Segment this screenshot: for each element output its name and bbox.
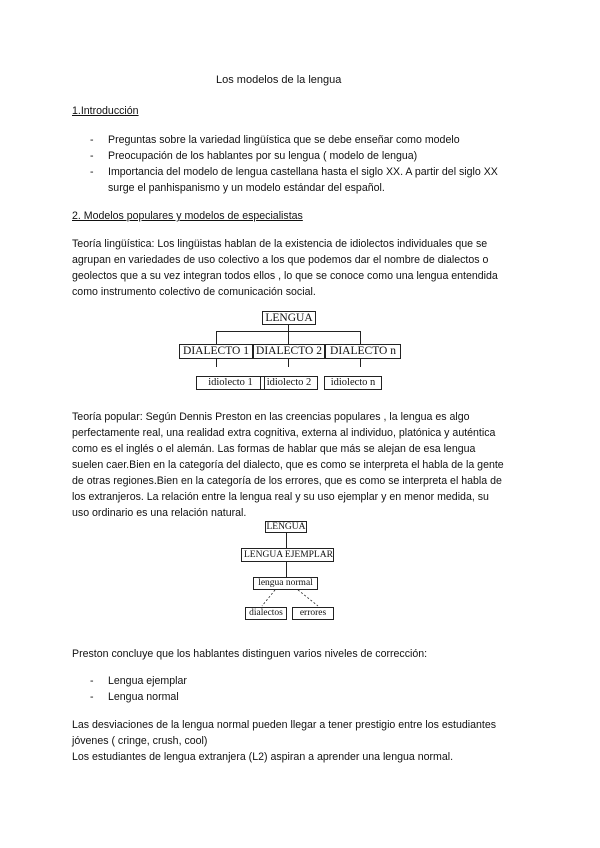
section-heading-modelos: 2. Modelos populares y modelos de especialistas [72, 210, 303, 222]
page-title: Los modelos de la lengua [216, 74, 342, 86]
divider-line [241, 561, 334, 562]
bullet-dash: - [90, 150, 94, 162]
diagram-node-dialecto-n: DIALECTO n [325, 344, 401, 359]
connector-line [286, 533, 287, 548]
connector-line [288, 359, 289, 367]
diagram-node-dialectos: dialectos [245, 607, 287, 620]
section-heading-introduccion: 1.Introducción [72, 105, 139, 117]
paragraph-line: Teoría lingüística: Los lingüistas hablan de la existencia de idiolectos individuales que se [72, 238, 488, 250]
paragraph-line: los extranjeros. La relación entre la lengua real y su uso ejemplar y en menor medida, su [72, 491, 489, 503]
paragraph-line: geolectos que a su vez integran todos ellos , lo que se conoce como una lengua entendida [72, 270, 498, 282]
diagram-dashed-connectors [240, 590, 340, 608]
divider-line [241, 548, 333, 549]
bullet-dash: - [90, 691, 94, 703]
connector-line [360, 359, 361, 367]
paragraph-line: Teoría popular: Según Dennis Preston en las creencias populares , la lengua es algo [72, 411, 470, 423]
connector-line [286, 562, 287, 577]
paragraph-line: de otras regiones.Bien en la categoría de los errores, que es como se interpreta el habla de [72, 475, 502, 487]
diagram-node-errores: errores [292, 607, 334, 620]
divider-line [241, 548, 242, 562]
diagram-node-dialecto-1: DIALECTO 1 [179, 344, 253, 359]
list-item: Preocupación de los hablantes por su lengua ( modelo de lengua) [108, 150, 418, 162]
list-item: Importancia del modelo de lengua castellana hasta el siglo XX. A partir del siglo XX [108, 166, 498, 178]
bullet-dash: - [90, 166, 94, 178]
diagram-node-idiolecto-1: idiolecto 1 [196, 376, 265, 390]
paragraph-line: como es el inglés o el alemán. Las formas de hablar que más se alejan de esa lengua [72, 443, 476, 455]
connector-line [216, 359, 217, 367]
paragraph-line: Las desviaciones de la lengua normal pueden llegar a tener prestigio entre los estudiantes [72, 719, 497, 731]
paragraph-preston: Preston concluye que los hablantes distinguen varios niveles de corrección: [72, 648, 428, 660]
connector-line [288, 331, 289, 344]
paragraph-line: agrupan en variedades de uso colectivo a los que podemos dar el nombre de dialectos o [72, 254, 489, 266]
paragraph-line: perfectamente real, una realidad extra cognitiva, externa al individuo, platónica y auténtica [72, 427, 496, 439]
diagram-node-lengua: LENGUA [266, 522, 306, 532]
list-item: Preguntas sobre la variedad lingüística que se debe enseñar como modelo [108, 134, 460, 146]
dashed-connector-right [298, 590, 318, 606]
diagram-node-lengua: LENGUA [262, 311, 316, 325]
diagram-node-lengua-normal: lengua normal [253, 577, 318, 590]
paragraph-line: uso ordinario es una relación natural. [72, 507, 247, 519]
diagram-node-idiolecto-2: idiolecto 2 [260, 376, 318, 390]
list-item: Lengua ejemplar [108, 675, 187, 687]
list-item-continuation: surge el panhispanismo y un modelo estándar del español. [108, 182, 385, 194]
paragraph-line: suelen caer.Bien en la categoría del dialecto, que es como se interpreta el habla de la gente [72, 459, 504, 471]
bullet-dash: - [90, 134, 94, 146]
paragraph-line: jóvenes ( cringe, crush, cool) [72, 735, 208, 747]
diagram-node-lengua-ejemplar: LENGUA EJEMPLAR [244, 550, 333, 560]
diagram-node-idiolecto-n: idiolecto n [324, 376, 382, 390]
paragraph-line: Los estudiantes de lengua extranjera (L2) aspiran a aprender una lengua normal. [72, 751, 454, 763]
connector-line [216, 331, 217, 344]
diagram-node-dialecto-2: DIALECTO 2 [253, 344, 325, 359]
connector-line [360, 331, 361, 344]
bullet-dash: - [90, 675, 94, 687]
dashed-connector-left [262, 590, 275, 606]
list-item: Lengua normal [108, 691, 179, 703]
paragraph-line: como instrumento colectivo de comunicación social. [72, 286, 316, 298]
divider-line [333, 548, 334, 562]
